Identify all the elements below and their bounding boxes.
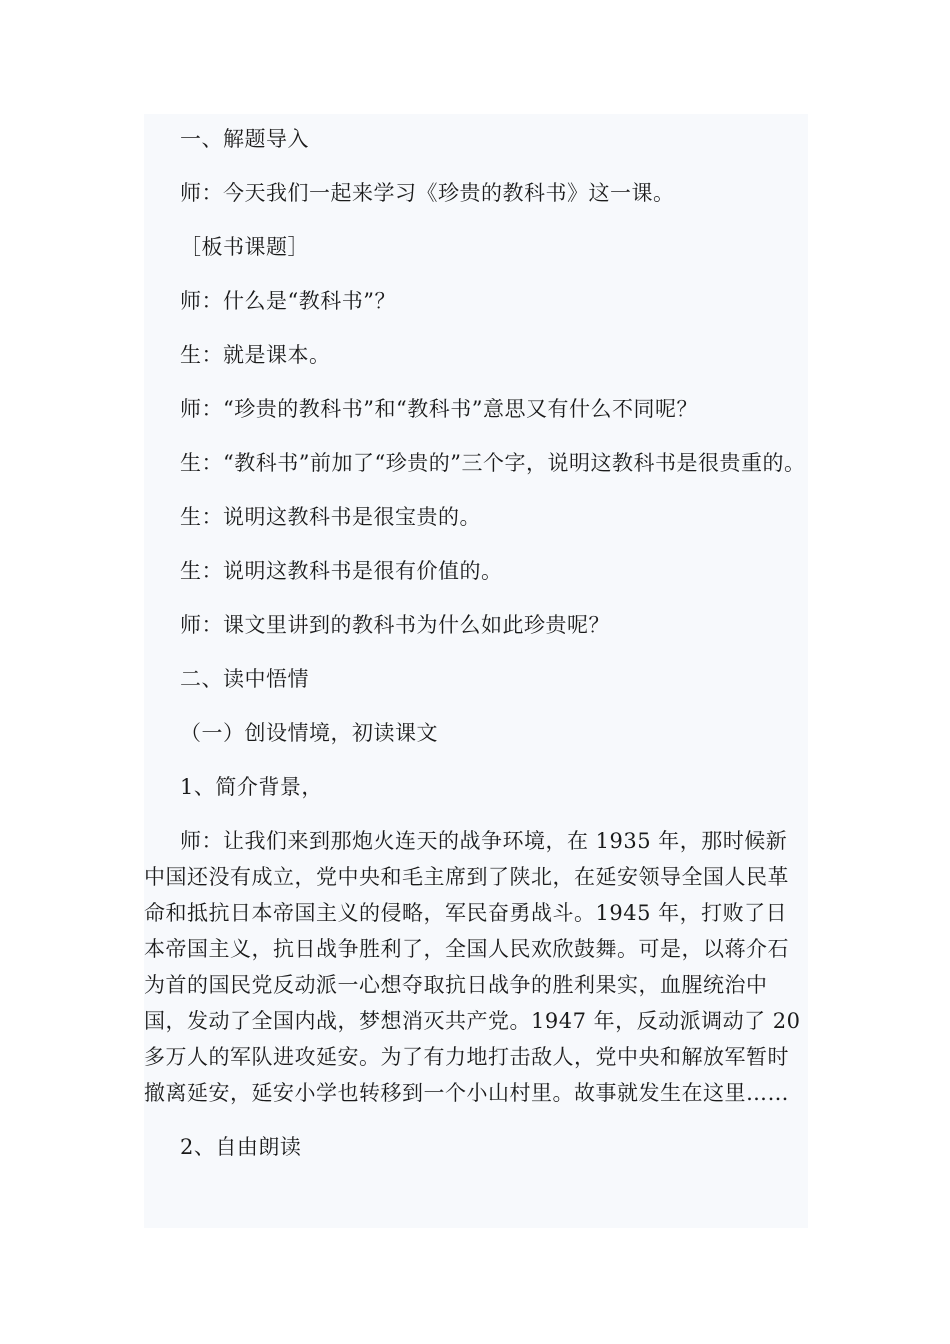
paragraph: 生：说明这教科书是很宝贵的。 [180, 505, 481, 529]
subsection-heading: （一）创设情境，初读课文 [180, 721, 438, 745]
paragraph: 生：就是课本。 [180, 343, 331, 367]
paragraph: 师：让我们来到那炮火连天的战争环境，在 1935 年，那时候新中国还没有成立，党中央和毛主席到了陕北，在延安领导全国人民革命和抵抗日本帝国主义的侵略，军民奋勇战斗。1945 年，打败了日本帝国主义，抗日战争胜利了，全国人民欢欣鼓舞。可是，以蒋介石为首的国民党反动派一心想夺取抗日战争的胜利果实，血腥统治中国，发动了全国内战，梦想消灭共产党。1947 年，反动派调动了 20 多万人的军队进攻延安。为了有力地打击敌人，党中央和解放军暂时撤离延安，延安小学也转移到一个小山村里。故事就发生在这里…… [144, 829, 801, 1105]
section-heading-2: 二、读中悟情 [180, 667, 309, 691]
paragraph: 师：什么是“教科书”？ [180, 289, 396, 313]
paragraph: 师：今天我们一起来学习《珍贵的教科书》这一课。 [180, 181, 675, 205]
paragraph: 生：“教科书”前加了“珍贵的”三个字，说明这教科书是很贵重的。 [180, 451, 806, 475]
paragraph: 1、简介背景， [180, 775, 323, 799]
section-heading-1: 一、解题导入 [180, 127, 309, 151]
paragraph: 师：课文里讲到的教科书为什么如此珍贵呢？ [180, 613, 610, 637]
paragraph: 2、自由朗读 [180, 1135, 302, 1159]
paragraph: 师：“珍贵的教科书”和“教科书”意思又有什么不同呢？ [180, 397, 698, 421]
paragraph: 生：说明这教科书是很有价值的。 [180, 559, 503, 583]
document-body [144, 114, 808, 1228]
paragraph: ［板书课题］ [180, 235, 309, 259]
